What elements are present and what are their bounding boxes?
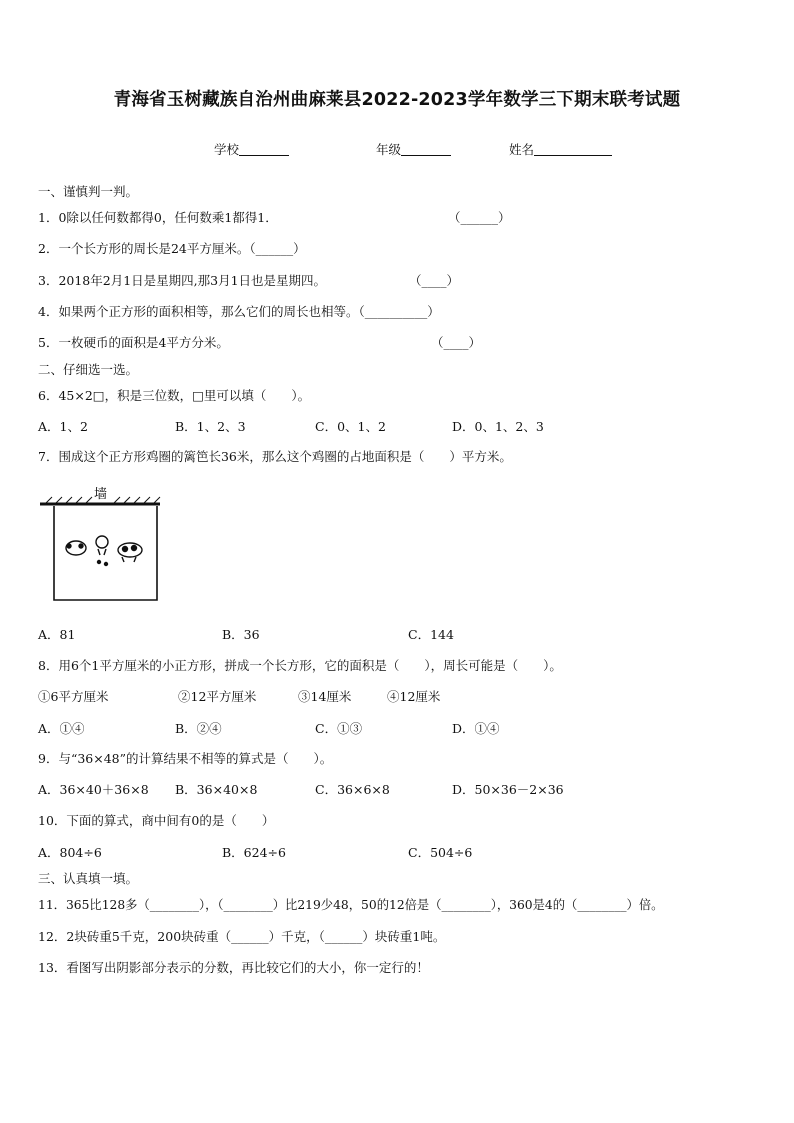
- grade-label: 年级: [376, 142, 402, 157]
- q9-option-c: C．36×6×8: [315, 782, 390, 797]
- grade-blank: [401, 142, 451, 156]
- question-11: 11．365比128多（________），（________）比219少48，50的12倍是（________），360是4的（________）倍。: [38, 898, 664, 912]
- question-13: 13．看图写出阴影部分表示的分数，再比较它们的大小，你一定行的！: [38, 960, 429, 975]
- wall-label: 墙: [94, 487, 108, 502]
- question-10: 10．下面的算式，商中间有0的是（ ）: [38, 813, 275, 828]
- q7-option-c: C．144: [408, 627, 454, 642]
- question-8: 8．用6个1平方厘米的小正方形，拼成一个长方形，它的面积是（ ），周长可能是（ ）。: [38, 658, 562, 673]
- question-2: 2．一个长方形的周长是24平方厘米。（______）: [38, 241, 306, 256]
- q9-option-a: A．36×40＋36×8: [38, 782, 149, 797]
- chicken-coop-figure: [36, 482, 166, 602]
- name-blank: [534, 142, 612, 156]
- q7-option-b: B．36: [222, 627, 260, 642]
- school-label: 学校: [214, 142, 240, 157]
- section-heading-1: 一、谨慎判一判。: [38, 184, 139, 199]
- page-title: 青海省玉树藏族自治州曲麻莱县2022-2023学年数学三下期末联考试题: [113, 90, 681, 110]
- q6-option-c: C．0、1、2: [315, 419, 386, 434]
- q10-option-a: A．804÷6: [38, 845, 102, 860]
- q8-option-a: A．①④: [38, 721, 85, 736]
- question-1-blank: （______）: [448, 210, 511, 225]
- q10-option-c: C．504÷6: [408, 845, 473, 860]
- section-heading-3: 三、认真填一填。: [38, 871, 139, 886]
- question-6: 6．45×2□，积是三位数，□里可以填（ ）。: [38, 388, 311, 403]
- name-field: [509, 140, 612, 158]
- school-blank: [239, 142, 289, 156]
- q8-option-b: B．②④: [175, 721, 222, 736]
- chickens-illustration: [66, 536, 142, 566]
- question-3: 3．2018年2月1日是星期四,那3月1日也是星期四。: [38, 273, 327, 288]
- question-7: 7．围成这个正方形鸡圈的篱笆长36米，那么这个鸡圈的占地面积是（ ）平方米。: [38, 449, 512, 464]
- q6-option-d: D．0、1、2、3: [452, 419, 544, 434]
- q8-option-c: C．①③: [315, 721, 363, 736]
- section-heading-2: 二、仔细选一选。: [38, 362, 139, 377]
- q8-item-1: ①6平方厘米: [38, 689, 109, 704]
- question-9: 9．与“36×48”的计算结果不相等的算式是（ ）。: [38, 751, 333, 766]
- q9-option-b: B．36×40×8: [175, 782, 258, 797]
- q6-option-a: A．1、2: [38, 419, 88, 434]
- question-5-blank: （____）: [431, 335, 482, 350]
- q6-option-b: B．1、2、3: [175, 419, 246, 434]
- question-1: 1．0除以任何数都得0，任何数乘1都得1．: [38, 210, 278, 225]
- question-3-blank: （____）: [409, 273, 460, 288]
- q9-option-d: D．50×36－2×36: [452, 782, 564, 797]
- question-12: 12．2块砖重5千克，200块砖重（______）千克，（______）块砖重1吨。: [38, 929, 446, 944]
- question-5: 5．一枚硬币的面积是4平方分米。: [38, 335, 229, 350]
- school-field: [214, 140, 289, 158]
- question-4: 4．如果两个正方形的面积相等，那么它们的周长也相等。（__________）: [38, 304, 440, 319]
- grade-field: [376, 140, 451, 158]
- name-label: 姓名: [509, 142, 535, 157]
- q8-item-3: ③14厘米: [298, 689, 352, 704]
- q8-option-d: D．①④: [452, 721, 500, 736]
- q8-item-4: ④12厘米: [387, 689, 441, 704]
- q10-option-b: B．624÷6: [222, 845, 286, 860]
- q8-item-2: ②12平方厘米: [178, 689, 257, 704]
- q7-option-a: A．81: [38, 627, 76, 642]
